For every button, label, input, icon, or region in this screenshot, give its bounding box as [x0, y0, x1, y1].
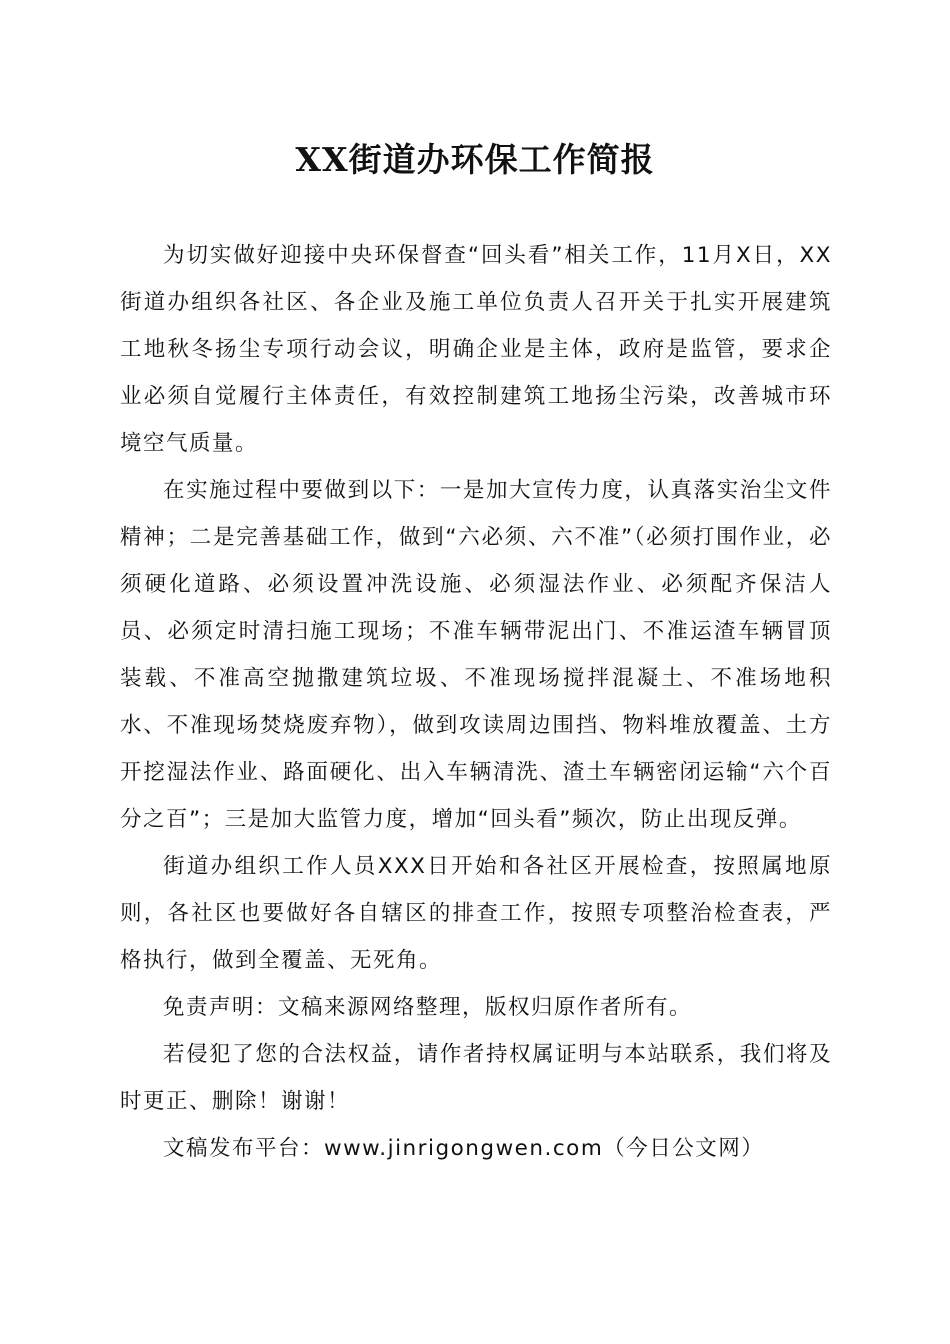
paragraph-implementation: 在实施过程中要做到以下：一是加大宣传力度，认真落实治尘文件精神；二是完善基础工作，做到“六必须、六不准”（必须打围作业，必须硬化道路、必须设置冲洗设施、必须湿法作业、必须配齐保洁人员、必须定时清扫施工现场；不准车辆带泥出门、不准运渣车辆冒顶装载、不准高空抛撒建筑垃圾、不准现场搅拌混凝土、不准场地积水、不准现场焚烧废弃物），做到攻读周边围挡、物料堆放覆盖、土方开挖湿法作业、路面硬化、出入车辆清洗、渣土车辆密闭运输“六个百分之百”；三是加大监管力度，增加“回头看”频次，防止出现反弹。: [120, 478, 832, 832]
paragraph-contact: 若侵犯了您的合法权益，请作者持权属证明与本站联系，我们将及时更正、删除！谢谢！: [120, 1042, 832, 1114]
paragraph-platform: 文稿发布平台：www.jinrigongwen.com（今日公文网）: [163, 1136, 765, 1161]
paragraph-meeting: 为切实做好迎接中央环保督查“回头看”相关工作，11月X日，XX街道办组织各社区、各企业及施工单位负责人召开关于扎实开展建筑工地秋冬扬尘专项行动会议，明确企业是主体，政府是监管，要求企业必须自觉履行主体责任，有效控制建筑工地扬尘污染，改善城市环境空气质量。: [120, 243, 832, 456]
paragraph-disclaimer: 免责声明：文稿来源网络整理，版权归原作者所有。: [163, 995, 693, 1020]
document-body: [120, 232, 832, 1172]
paragraph-inspection: 街道办组织工作人员XXX日开始和各社区开展检查，按照属地原则，各社区也要做好各自辖区的排查工作，按照专项整治检查表，严格执行，做到全覆盖、无死角。: [120, 854, 832, 973]
document-title: XX街道办环保工作简报: [295, 140, 655, 179]
